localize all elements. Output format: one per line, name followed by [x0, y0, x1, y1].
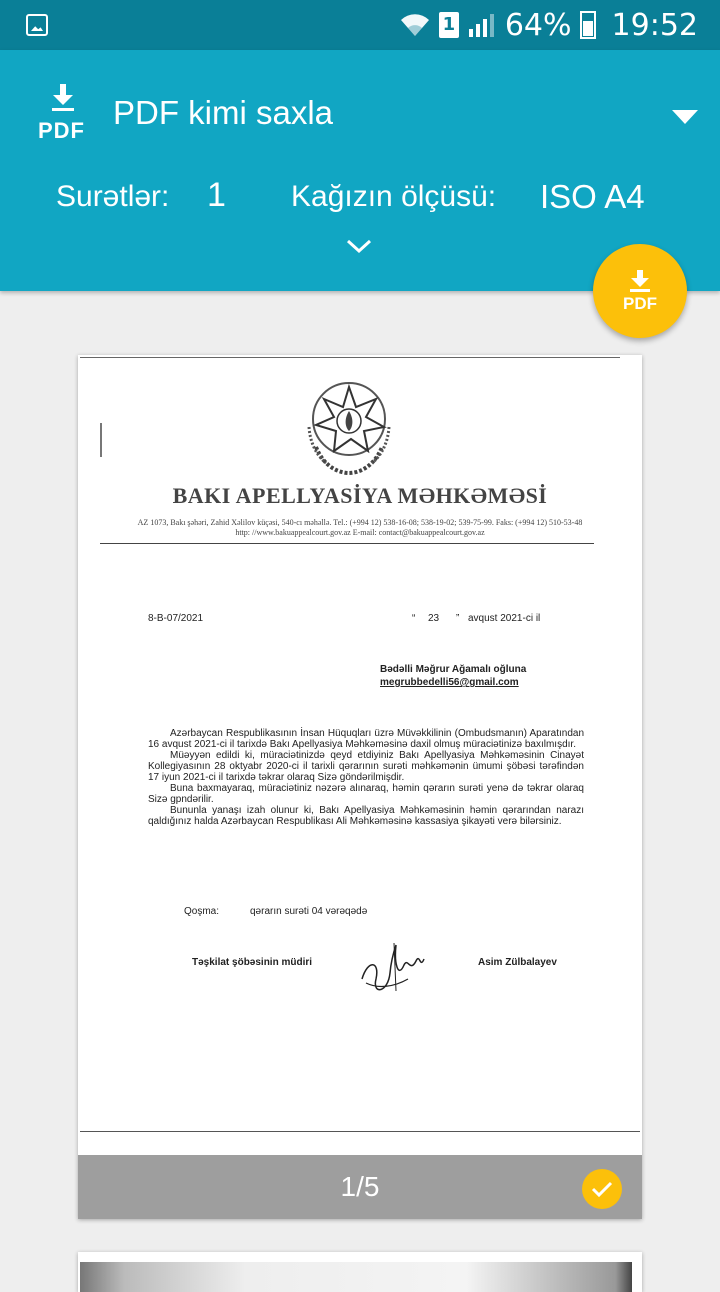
page-edge-line — [80, 357, 620, 358]
paragraph: Müəyyən edildi ki, müraciətinizdə qeyd etdiyiniz Bakı Apellyasiya Məhkəməsinin Cinayət Kollegiyasının 28 oktyabr 2020-ci il tarixli qərarının surəti məhkəmənin ümumi şöbəsi tərəfindən 17 iyun 2021-ci il tarixdə təkrar olaraq Sizə göndərilmişdir. — [148, 750, 584, 783]
scan-mark — [100, 423, 102, 457]
date-text: avqust 2021-ci il — [468, 613, 541, 624]
reference-number: 8-B-07/2021 — [148, 613, 204, 624]
pdf-icon-label: PDF — [38, 118, 85, 143]
paragraph: Bununla yanaşı izah olunur ki, Bakı Apellyasiya Məhkəməsinin həmin qərarından narazı qaldığınız halda Azərbaycan Respublikası Ali Məhkəməsinə kassasiya şikayəti verə bilərsiniz. — [148, 805, 584, 827]
paragraph: Buna baxmayaraq, müraciətiniz nəzərə alınaraq, həmin qərarın surəti yenə də təkrar olaraq Sizə gpndərilir. — [148, 783, 584, 805]
coat-of-arms-emblem — [304, 377, 394, 477]
paper-size-value[interactable]: ISO A4 — [540, 178, 645, 215]
save-pdf-button[interactable] — [593, 244, 687, 338]
date-day: 23 — [428, 613, 440, 624]
pdf-download-icon — [38, 84, 90, 144]
sim-icon: 1 — [439, 12, 459, 38]
battery-icon — [580, 11, 596, 39]
wifi-icon — [399, 12, 431, 38]
letter-body — [148, 728, 584, 827]
address-line: AZ 1073, Bakı şəhəri, Zahid Xəlilov küçəsi, 540-cı məhəllə. Tel.: (+994 12) 538-16-08; 538-19-02; 539-75-99. Faks: (+994 12) 510-53-48 — [137, 518, 583, 527]
signal-icon — [467, 13, 497, 37]
fab-label: PDF — [623, 294, 657, 313]
court-name-heading: BAKI APELLYASİYA MƏHKƏMƏSİ — [172, 483, 548, 508]
handwritten-signature — [358, 939, 428, 999]
paper-size-label: Kağızın ölçüsü: — [291, 180, 497, 213]
scan-shadow — [80, 1262, 632, 1292]
page-preview-next[interactable] — [78, 1252, 642, 1292]
contact-line: http: //www.bakuappealcourt.gov.az E-mail: contact@bakuappealcourt.gov.az — [235, 528, 485, 537]
status-icons — [399, 0, 698, 50]
chevron-down-icon[interactable] — [346, 238, 372, 254]
battery-percent: 64% — [504, 7, 572, 43]
page-bottom-line — [80, 1131, 640, 1132]
recipient-name: Bədəlli Məğrur Ağamalı oğluna — [380, 664, 527, 675]
clock: 19:52 — [611, 7, 698, 43]
attachment-text: qərarın surəti 04 vərəqədə — [250, 906, 368, 917]
download-icon — [630, 270, 650, 292]
page-footer — [78, 1155, 642, 1219]
header-divider — [100, 543, 594, 544]
page-indicator: 1/5 — [340, 1171, 380, 1202]
gallery-icon — [26, 14, 48, 36]
dropdown-arrow-icon[interactable] — [672, 110, 698, 124]
paragraph: Azərbaycan Respublikasının İnsan Hüquqları üzrə Müvəkkilinin (Ombudsmanın) Aparatından 16 avqust 2021-ci il tarixdə Bakı Apellyasiya Məhkəməsinə daxil olmuş müraciətinizə baxılmışdır. — [148, 728, 584, 750]
page-selected-checkbox[interactable] — [582, 1169, 622, 1209]
signer-name: Asim Zülbalayev — [478, 957, 557, 968]
date-quote-open: “ — [412, 613, 416, 624]
attachment-label: Qoşma: — [184, 906, 220, 917]
page-preview[interactable] — [78, 355, 642, 1219]
check-icon — [591, 1180, 613, 1198]
date-quote-close: ” — [456, 613, 460, 624]
status-bar — [0, 0, 720, 50]
printer-selector[interactable]: PDF kimi saxla — [113, 94, 334, 131]
recipient-email: megrubbedelli56@gmail.com — [380, 677, 519, 688]
copies-value[interactable]: 1 — [207, 176, 226, 214]
copies-label: Surətlər: — [56, 180, 170, 213]
signer-title: Təşkilat şöbəsinin müdiri — [192, 957, 313, 968]
